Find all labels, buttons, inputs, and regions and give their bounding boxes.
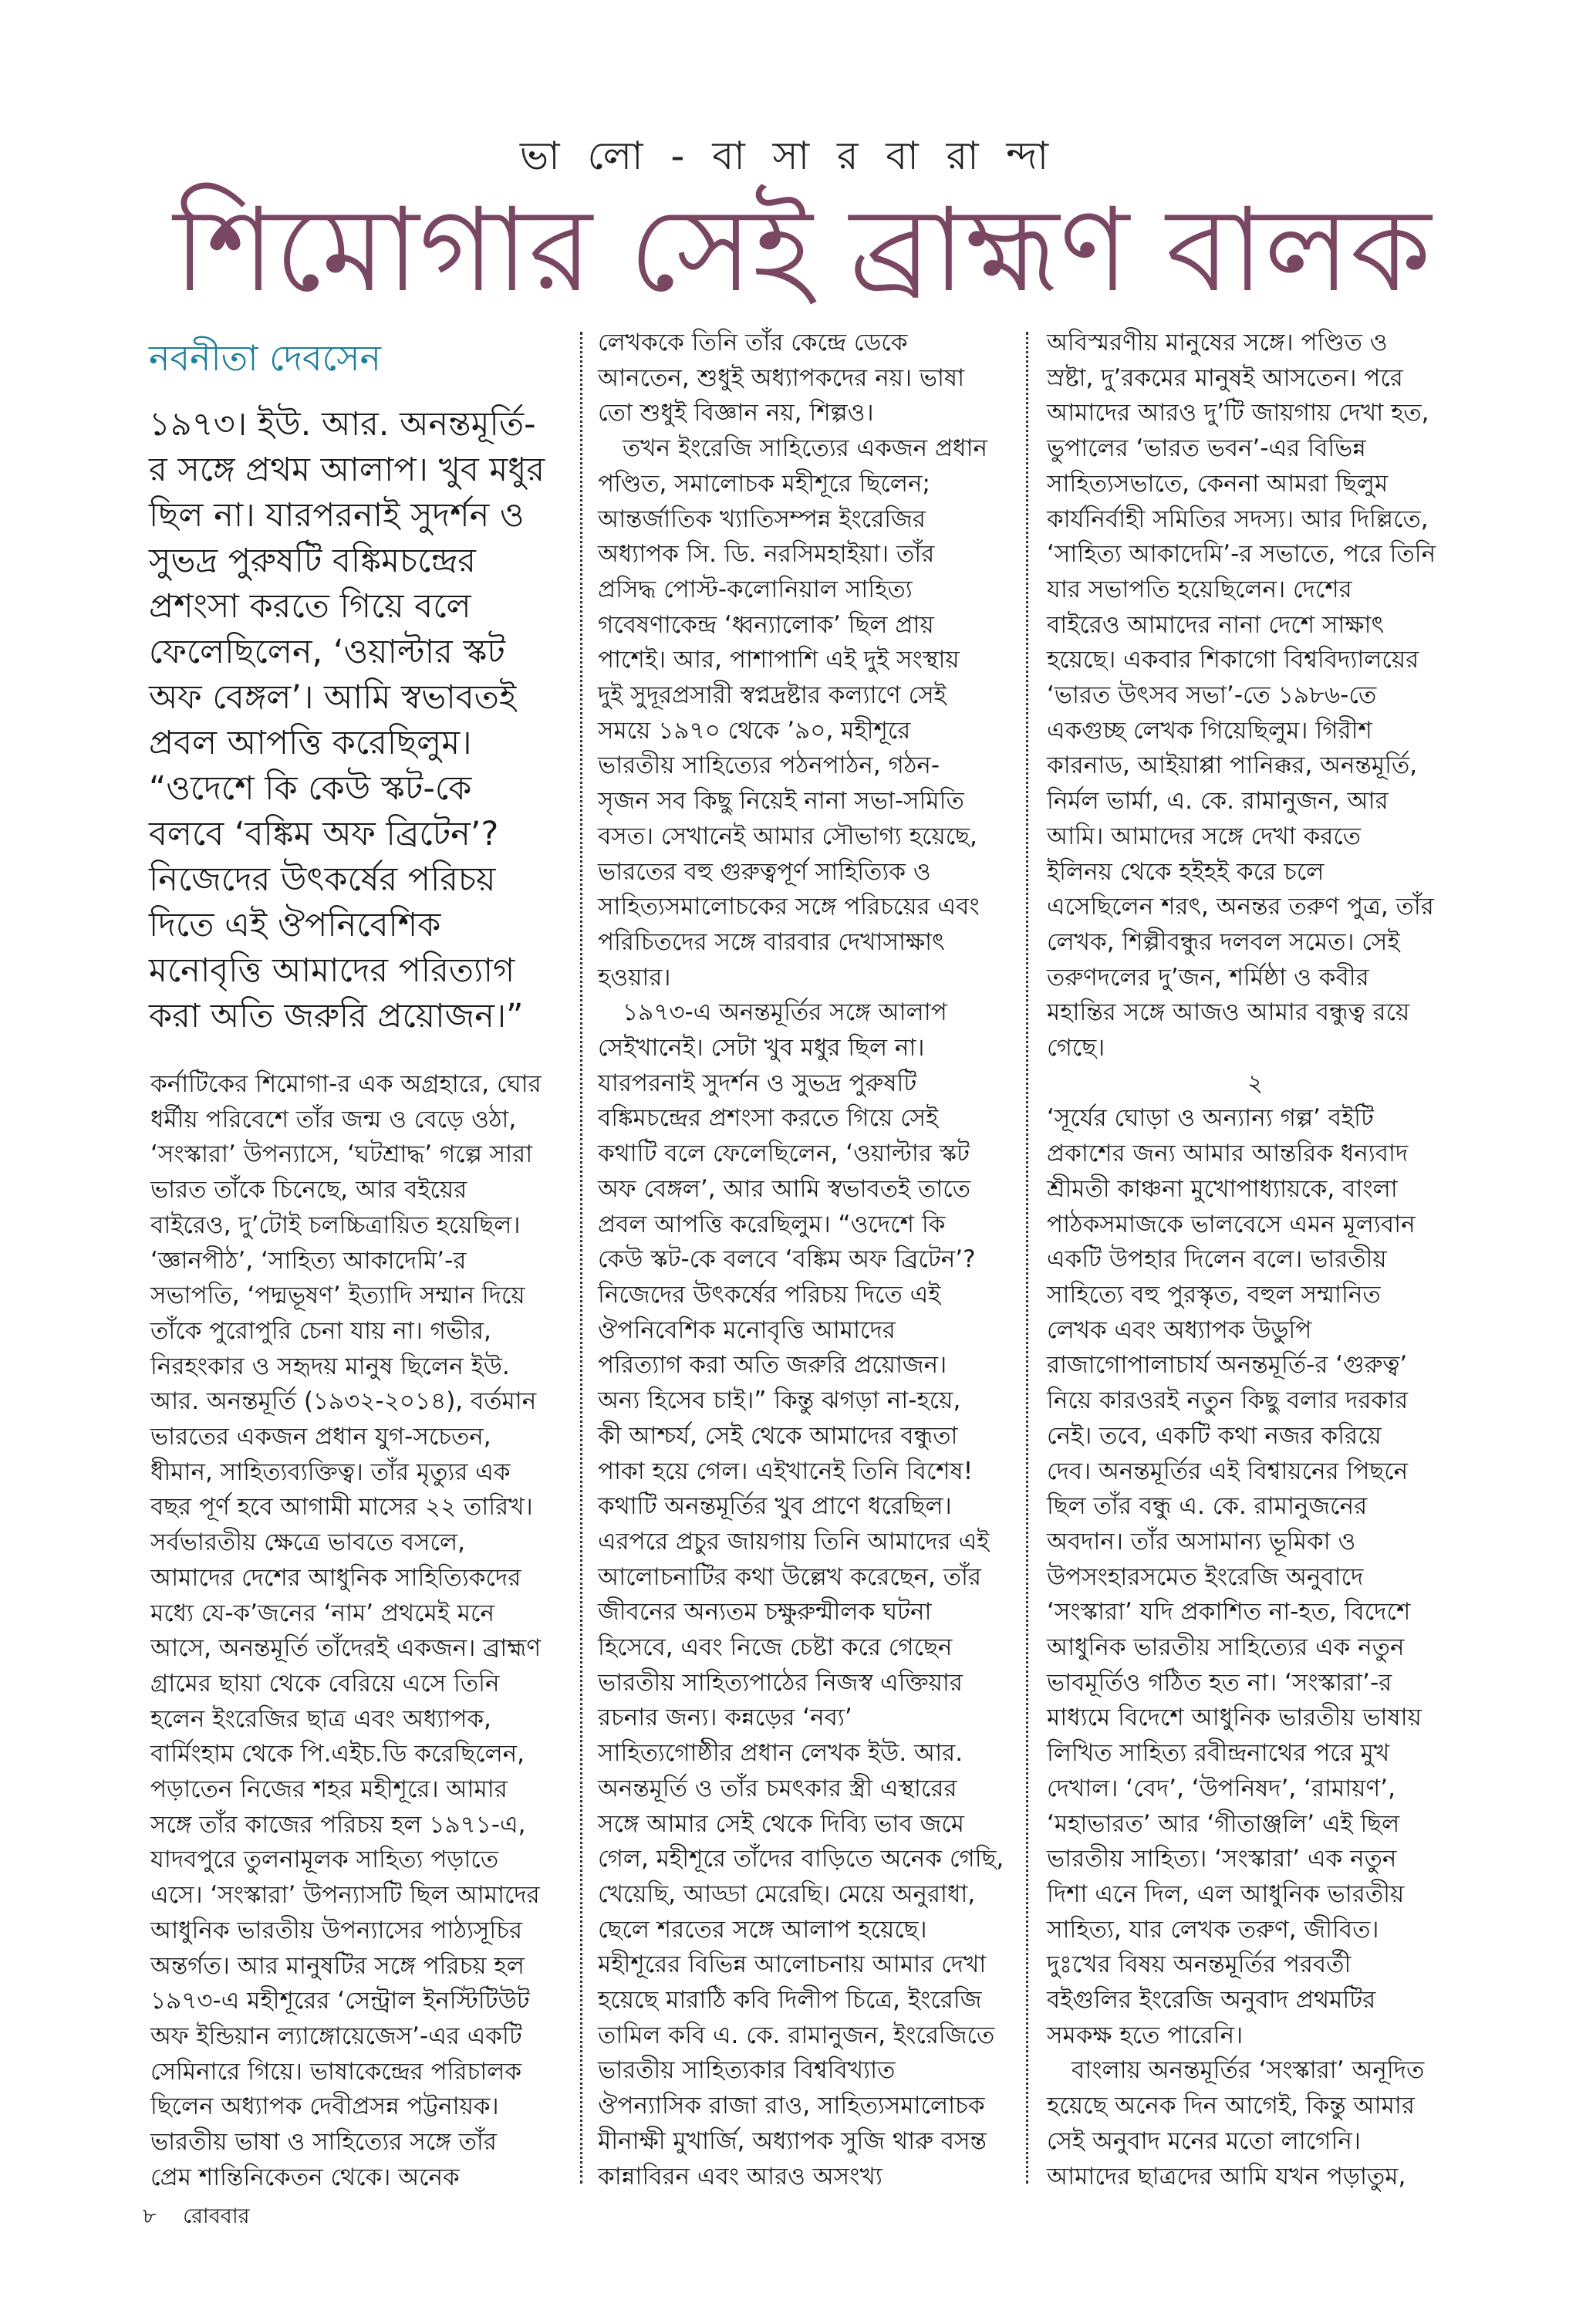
text-line: ধর্মীয় পরিবেশে তাঁর জন্ম ও বেড়ে ওঠা, xyxy=(150,1105,517,1133)
text-line: ভারতীয় সাহিত্য। ‘সংস্কারা’ এক নতুন xyxy=(1047,1845,1397,1873)
text-line: গবেষণাকেন্দ্র ‘ধ্বন্যালোক’ ছিল প্রায় xyxy=(598,610,934,639)
text-line: নিজেদের উৎকর্ষের পরিচয় দিতে এই xyxy=(598,1280,941,1309)
text-line: তাঁকে পুরোপুরি চেনা যায় না। গভীর, xyxy=(150,1316,491,1345)
text-line: বার্মিংহাম থেকে পি.এইচ.ডি করেছিলেন, xyxy=(150,1740,525,1768)
text-line: অফ বেঙ্গল’, আর আমি স্বভাবতই তাতে xyxy=(598,1174,970,1203)
text-line: ভুপালের ‘ভারত ভবন’-এর বিভিন্ন xyxy=(1047,434,1366,463)
text-line: তখন ইংরেজি সাহিত্যের একজন প্রধান xyxy=(623,434,988,463)
text-line: বাংলায় অনন্তমূর্তির ‘সংস্কারা’ অনূদিত xyxy=(1071,2056,1425,2085)
text-line: কান্নাবিরন এবং আরও অসংখ্য xyxy=(598,2162,882,2191)
page-number: ৮ xyxy=(143,2204,157,2228)
text-line: এসে। ‘সংস্কারা’ উপন্যাসটি ছিল আমাদের xyxy=(150,1881,540,1910)
pull-quote-line: অফ বেঙ্গল’। আমি স্বভাবতই xyxy=(149,678,517,717)
text-line: আমি। আমাদের সঙ্গে দেখা করতে xyxy=(1047,822,1362,850)
text-line: লিখিত সাহিত্য রবীন্দ্রনাথের পরে মুখ xyxy=(1047,1739,1390,1768)
text-line: ‘জ্ঞানপীঠ’, ‘সাহিত্য আকাদেমি’-র xyxy=(150,1246,467,1275)
text-line: অফ ইন্ডিয়ান ল্যাঙ্গোয়েজেস’-এর একটি xyxy=(150,2022,522,2050)
pull-quote-line: ১৯৭৩। ইউ. আর. অনন্তমূর্তি- xyxy=(149,405,536,444)
text-line: অবদান। তাঁর অসামান্য ভূমিকা ও xyxy=(1047,1527,1356,1556)
text-line: হওয়ার। xyxy=(598,963,671,991)
text-line: ‘সংস্কারা’ যদি প্রকাশিত না-হত, বিদেশে xyxy=(1047,1598,1411,1626)
text-line: সেইখানেই। সেটা খুব মধুর ছিল না। xyxy=(598,1034,925,1062)
text-line: বাইরেও আমাদের নানা দেশে সাক্ষাৎ xyxy=(1047,610,1385,639)
text-line: সাহিত্যে বহু পুরস্কৃত, বহুল সম্মানিত xyxy=(1047,1280,1381,1309)
pull-quote-line: ছিল না। যারপরনাই সুদর্শন ও xyxy=(149,496,525,535)
text-line: ভারতীয় সাহিত্যকার বিশ্ববিখ্যাত xyxy=(598,2056,896,2085)
text-line: লেখক, শিল্পীবন্ধুর দলবল সমেত। সেই xyxy=(1047,927,1400,956)
text-line: আনতেন, শুধুই অধ্যাপকদের নয়। ভাষা xyxy=(598,363,965,392)
text-line: ধীমান, সাহিত্যব্যক্তিত্ব। তাঁর মৃত্যুর এক xyxy=(150,1458,511,1486)
author-byline: নবনীতা দেবসেন xyxy=(149,337,381,379)
text-line: আর. অনন্তমূর্তি (১৯৩২-২০১৪), বর্তমান xyxy=(150,1387,537,1416)
text-line: ছেলে শরতের সঙ্গে আলাপ হয়েছে। xyxy=(598,1915,927,1944)
text-line: আন্তর্জাতিক খ্যাতিসম্পন্ন ইংরেজির xyxy=(598,505,926,533)
text-line: কার্যনির্বাহী সমিতির সদস্য। আর দিল্লিতে, xyxy=(1047,505,1429,533)
text-line: লেখক এবং অধ্যাপক উডুপি xyxy=(1047,1316,1312,1344)
pull-quote-line: প্রবল আপত্তি করেছিলুম। xyxy=(149,724,472,762)
pull-quote-line: ফেলেছিলেন, ‘ওয়াল্টার স্কট xyxy=(149,633,505,671)
text-line: পাশেই। আর, পাশাপাশি এই দুই সংস্থায় xyxy=(598,646,960,674)
text-line: ভারতের বহু গুরুত্বপূর্ণ সাহিত্যিক ও xyxy=(598,857,931,886)
pull-quote-line: র সঙ্গে প্রথম আলাপ। খুব মধুর xyxy=(149,451,545,489)
text-line: ১৯৭৩-এ মহীশূরের ‘সেন্ট্রাল ইনস্টিটিউট xyxy=(150,1987,530,2015)
text-line: ‘সংস্কারা’ উপন্যাসে, ‘ঘটশ্রাদ্ধ’ গল্পে সারা xyxy=(150,1140,533,1169)
text-line: যার সভাপতি হয়েছিলেন। দেশের xyxy=(1047,575,1352,603)
text-line: হয়েছে। একবার শিকাগো বিশ্ববিদ্যালয়ের xyxy=(1047,646,1419,674)
text-line: মধ্যে যে-ক’জনের ‘নাম’ প্রথমেই মনে xyxy=(150,1599,494,1627)
text-line: ভারতীয় ভাষা ও সাহিত্যের সঙ্গে তাঁর xyxy=(150,2128,497,2157)
text-line: মহান্তির সঙ্গে আজও আমার বন্ধুত্ব রয়ে xyxy=(1047,998,1410,1027)
text-line: সঙ্গে আমার সেই থেকে দিব্যি ভাব জমে xyxy=(598,1809,965,1838)
text-line: ঔপন্যাসিক রাজা রাও, সাহিত্যসমালোচক xyxy=(598,2092,985,2120)
text-line: কথাটি বলে ফেলেছিলেন, ‘ওয়াল্টার স্কট xyxy=(598,1140,970,1168)
text-line: ‘মহাভারত’ আর ‘গীতাঞ্জলি’ এই ছিল xyxy=(1047,1809,1400,1838)
text-line: প্রসিদ্ধ পোস্ট-কলোনিয়াল সাহিত্য xyxy=(598,575,913,603)
pull-quote xyxy=(149,402,565,1039)
text-line: নেই। তবে, একটি কথা নজর করিয়ে xyxy=(1047,1421,1382,1450)
text-line: সেমিনারে গিয়ে। ভাষাকেন্দ্রের পরিচালক xyxy=(150,2057,522,2086)
text-line: অনন্তমূর্তি ও তাঁর চমৎকার স্ত্রী এস্থারের xyxy=(598,1774,957,1802)
text-line: অন্তর্গত। আর মানুষটির সঙ্গে পরিচয় হল xyxy=(150,1951,525,1980)
text-line: কারনাড, আইয়াপ্পা পানিক্কর, অনন্তমূর্তি, xyxy=(1047,752,1418,780)
pull-quote-line: করা অতি জরুরি প্রয়োজন।” xyxy=(149,997,524,1035)
text-line: পরিত্যাগ করা অতি জরুরি প্রয়োজন। xyxy=(598,1351,947,1380)
pull-quote-line: মনোবৃত্তি আমাদের পরিত্যাগ xyxy=(149,951,515,990)
text-line: ভারতীয় সাহিত্যপাঠের নিজস্ব এক্তিয়ার xyxy=(598,1668,963,1697)
text-line: পাঠকসমাজকে ভালবেসে এমন মূল্যবান xyxy=(1047,1210,1416,1238)
pull-quote-line: সুভদ্র পুরুষটি বঙ্কিমচন্দ্রের xyxy=(149,542,476,580)
pull-quote-line: “ওদেশে কি কেউ স্কট-কে xyxy=(149,769,472,808)
text-line: সাহিত্যসভাতে, কেননা আমরা ছিলুম xyxy=(1047,469,1389,498)
text-line: তো শুধুই বিজ্ঞান নয়, শিল্পও। xyxy=(598,399,874,427)
text-line: মীনাক্ষী মুখার্জি, অধ্যাপক সুজি থারু বসন্ত xyxy=(598,2126,987,2155)
page-footer xyxy=(143,2201,270,2235)
text-line: বইগুলির ইংরেজি অনুবাদ প্রথমটির xyxy=(1047,1986,1376,2015)
text-line: হয়েছে অনেক দিন আগেই, কিন্তু আমার xyxy=(1047,2092,1415,2120)
text-line: এসেছিলেন শরৎ, অনন্তর তরুণ পুত্র, তাঁর xyxy=(1047,893,1434,921)
text-line: দেব। অনন্তমূর্তির এই বিশ্বায়নের পিছনে xyxy=(1047,1457,1409,1485)
text-line: দিশা এনে দিল, এল আধুনিক ভারতীয় xyxy=(1047,1880,1405,1908)
text-line: ভারতের একজন প্রধান যুগ-সচেতন, xyxy=(150,1423,491,1451)
column-divider xyxy=(1026,332,1028,2184)
text-line: একগুচ্ছ লেখক গিয়েছিলুম। গিরীশ xyxy=(1047,716,1372,745)
text-line: সঙ্গে তাঁর কাজের পরিচয় হল ১৯৭১-এ, xyxy=(150,1810,526,1839)
text-line: হলেন ইংরেজির ছাত্র এবং অধ্যাপক, xyxy=(150,1704,491,1733)
text-line: দুই সুদূরপ্রসারী স্বপ্নদ্রষ্টার কল্যাণে সেই xyxy=(598,681,947,710)
text-line: নিরহংকার ও সহৃদয় মানুষ ছিলেন ইউ. xyxy=(150,1352,510,1380)
text-line: বছর পূর্ণ হবে আগামী মাসের ২২ তারিখ। xyxy=(150,1493,533,1522)
text-line: বসত। সেখানেই আমার সৌভাগ্য হয়েছে, xyxy=(598,822,977,850)
text-line: পরিচিতদের সঙ্গে বারবার দেখাসাক্ষাৎ xyxy=(598,927,945,956)
text-line: উপসংহারসমেত ইংরেজি অনুবাদে xyxy=(1047,1562,1364,1591)
text-line: লেখককে তিনি তাঁর কেন্দ্রে ডেকে xyxy=(598,329,908,356)
text-line: নিয়ে কারওরই নতুন কিছু বলার দরকার xyxy=(1047,1387,1409,1415)
text-line: ‘সাহিত্য আকাদেমি’-র সভাতে, পরে তিনি xyxy=(1047,540,1436,569)
text-line: হয়েছে মারাঠি কবি দিলীপ চিত্রে, ইংরেজি xyxy=(598,1986,982,2015)
pull-quote-line: প্রশংসা করতে গিয়ে বলে xyxy=(149,587,471,626)
text-line: প্রকাশের জন্য আমার আন্তরিক ধন্যবাদ xyxy=(1047,1140,1409,1168)
text-line: ভারত তাঁকে চিনেছে, আর বইয়ের xyxy=(150,1176,467,1204)
text-line: আসে, অনন্তমূর্তি তাঁদেরই একজন। ব্রাহ্মণ xyxy=(150,1634,542,1663)
text-line: সাহিত্য, যার লেখক তরুণ, জীবিত। xyxy=(1047,1915,1379,1944)
text-line: ভাবমূর্তিও গঠিত হত না। ‘সংস্কারা’-র xyxy=(1047,1668,1392,1697)
article-title: শিমোগার সেই ব্রাহ্মণ বালক xyxy=(173,184,1432,318)
text-line: বাইরেও, দু’টোই চলচ্চিত্রায়িত হয়েছিল। xyxy=(150,1211,521,1239)
text-line: নির্মল ভার্মা, এ. কে. রামানুজন, আর xyxy=(1047,787,1389,816)
text-line: সাহিত্যগোষ্ঠীর প্রধান লেখক ইউ. আর. xyxy=(598,1739,963,1768)
text-line: ঔপনিবেশিক মনোবৃত্তি আমাদের xyxy=(598,1316,896,1344)
text-line: সাহিত্যসমালোচকের সঙ্গে পরিচয়ের এবং xyxy=(598,893,980,921)
text-line: দুঃখের বিষয় অনন্তমূর্তির পরবর্তী xyxy=(1047,1951,1352,1979)
text-line: সৃজন সব কিছু নিয়েই নানা সভা-সমিতি xyxy=(598,787,964,816)
text-line: স্রষ্টা, দু’রকমের মানুষই আসতেন। পরে xyxy=(1047,363,1403,392)
text-line: আমাদের ছাত্রদের আমি যখন পড়াতুম, xyxy=(1047,2162,1406,2191)
text-line: সময়ে ১৯৭০ থেকে ’৯০, মহীশূরে xyxy=(598,716,911,745)
text-line: প্রবল আপত্তি করেছিলুম। “ওদেশে কি xyxy=(598,1210,946,1238)
text-line: রাজাগোপালাচার্য অনন্তমূর্তি-র ‘গুরুত্ব’ xyxy=(1047,1351,1408,1380)
section-number: ২ xyxy=(1247,1069,1264,1097)
text-line: তামিল কবি এ. কে. রামানুজন, ইংরেজিতে xyxy=(598,2021,995,2049)
text-line: ‘ভারত উৎসব সভা’-তে ১৯৮৬-তে xyxy=(1047,681,1377,710)
text-line: জীবনের অন্যতম চক্ষুরুন্মীলক ঘটনা xyxy=(598,1598,932,1626)
text-line: তরুণদলের দু’জন, শর্মিষ্ঠা ও কবীর xyxy=(1047,963,1369,991)
text-line: বঙ্কিমচন্দ্রের প্রশংসা করতে গিয়ে সেই xyxy=(598,1104,939,1133)
article-column-2 xyxy=(598,326,1014,2194)
text-line: এরপরে প্রচুর জায়গায় তিনি আমাদের এই xyxy=(598,1527,990,1556)
text-line: পাকা হয়ে গেল। এইখানেই তিনি বিশেষ! xyxy=(598,1457,974,1485)
text-line: সভাপতি, ‘পদ্মভূষণ’ ইত্যাদি সম্মান দিয়ে xyxy=(150,1282,525,1310)
text-line: অধ্যাপক সি. ডি. নরসিমহাইয়া। তাঁর xyxy=(598,540,935,569)
section-kicker: ভা লো - বা সা র বা রা ন্দা xyxy=(519,133,1057,178)
text-line: কর্নাটিকের শিমোগা-র এক অগ্রহারে, ঘোর xyxy=(150,1070,542,1098)
text-line: একটি উপহার দিলেন বলে। ভারতীয় xyxy=(1047,1245,1387,1274)
text-line: ভারতীয় সাহিত্যের পঠনপাঠন, গঠন- xyxy=(598,752,940,780)
text-line: সমকক্ষ হতে পারেনি। xyxy=(1047,2021,1244,2049)
text-line: মহীশূরের বিভিন্ন আলোচনায় আমার দেখা xyxy=(598,1951,987,1979)
text-line: ‘সূর্যের ঘোড়া ও অন্যান্য গল্প’ বইটি xyxy=(1047,1104,1374,1133)
text-line: ছিল তাঁর বন্ধু এ. কে. রামানুজনের xyxy=(1047,1492,1368,1521)
text-line: অবিস্মরণীয় মানুষের সঙ্গে। পণ্ডিত ও xyxy=(1047,329,1388,356)
pull-quote-line: দিতে এই ঔপনিবেশিক xyxy=(149,906,441,944)
text-line: কী আশ্চর্য, সেই থেকে আমাদের বন্ধুতা xyxy=(598,1421,958,1450)
text-line: ইলিনয় থেকে হইহই করে চলে xyxy=(1047,857,1325,886)
text-line: গেছে। xyxy=(1047,1034,1105,1062)
text-line: খেয়েছি, আড্ডা মেরেছি। মেয়ে অনুরাধা, xyxy=(598,1880,976,1908)
text-line: ১৯৭৩-এ অনন্তমূর্তির সঙ্গে আলাপ xyxy=(623,998,947,1027)
text-line: মাধ্যমে বিদেশে আধুনিক ভারতীয় ভাষায় xyxy=(1047,1704,1422,1732)
text-line: পড়াতেন নিজের শহর মহীশূরে। আমার xyxy=(150,1775,508,1804)
text-line: সেই অনুবাদ মনের মতো লাগেনি। xyxy=(1047,2126,1361,2155)
text-line: কেউ স্কট-কে বলবে ‘বঙ্কিম অফ ব্রিটেন’? xyxy=(598,1245,976,1274)
text-line: ছিলেন অধ্যাপক দেবীপ্রসন্ন পট্টনায়ক। xyxy=(150,2093,499,2121)
text-line: আলোচনাটির কথা উল্লেখ করেছেন, তাঁর xyxy=(598,1562,982,1591)
text-line: আমাদের দেশের আধুনিক সাহিত্যিকদের xyxy=(150,1563,521,1592)
text-line: রচনার জন্য। কন্নড়ের ‘নব্য’ xyxy=(598,1704,852,1732)
text-line: প্রেম শান্তিনিকেতন থেকে। অনেক xyxy=(150,2163,460,2191)
text-line: আধুনিক ভারতীয় উপন্যাসের পাঠ্যসূচির xyxy=(150,1916,523,1944)
text-line: কথাটি অনন্তমূর্তির খুব প্রাণে ধরেছিল। xyxy=(598,1492,952,1521)
article-column-3 xyxy=(1047,326,1463,2194)
publication-name: রোববার xyxy=(183,2204,250,2228)
pull-quote-line: বলবে ‘বঙ্কিম অফ ব্রিটেন’? xyxy=(149,815,499,853)
pull-quote-line: নিজেদের উৎকর্ষের পরিচয় xyxy=(149,860,496,899)
text-line: যাদবপুরে তুলনামূলক সাহিত্য পড়াতে xyxy=(150,1846,499,1874)
text-line: আধুনিক ভারতীয় সাহিত্যের এক নতুন xyxy=(1047,1633,1405,1662)
text-line: আমাদের আরও দু’টি জায়গায় দেখা হত, xyxy=(1047,399,1429,427)
column-divider xyxy=(580,332,582,2184)
text-line: হিসেবে, এবং নিজে চেষ্টা করে গেছেন xyxy=(598,1633,953,1662)
text-line: সর্বভারতীয় ক্ষেত্রে ভাবতে বসলে, xyxy=(150,1529,465,1557)
article-column-1 xyxy=(150,1067,567,2196)
text-line: গ্রামের ছায়া থেকে বেরিয়ে এসে তিনি xyxy=(150,1669,500,1697)
text-line: অন্য হিসেব চাই।” কিন্তু ঝগড়া না-হয়ে, xyxy=(598,1387,961,1415)
text-line: পণ্ডিত, সমালোচক মহীশূরে ছিলেন; xyxy=(598,469,930,498)
text-line: গেল, মহীশূরে তাঁদের বাড়িতে অনেক গেছি, xyxy=(598,1845,1004,1873)
text-line: দেখাল। ‘বেদ’, ‘উপনিষদ’, ‘রামায়ণ’, xyxy=(1047,1774,1395,1802)
text-line: শ্রীমতী কাঞ্চনা মুখোপাধ্যায়কে, বাংলা xyxy=(1047,1174,1398,1203)
text-line: যারপরনাই সুদর্শন ও সুভদ্র পুরুষটি xyxy=(598,1069,917,1097)
